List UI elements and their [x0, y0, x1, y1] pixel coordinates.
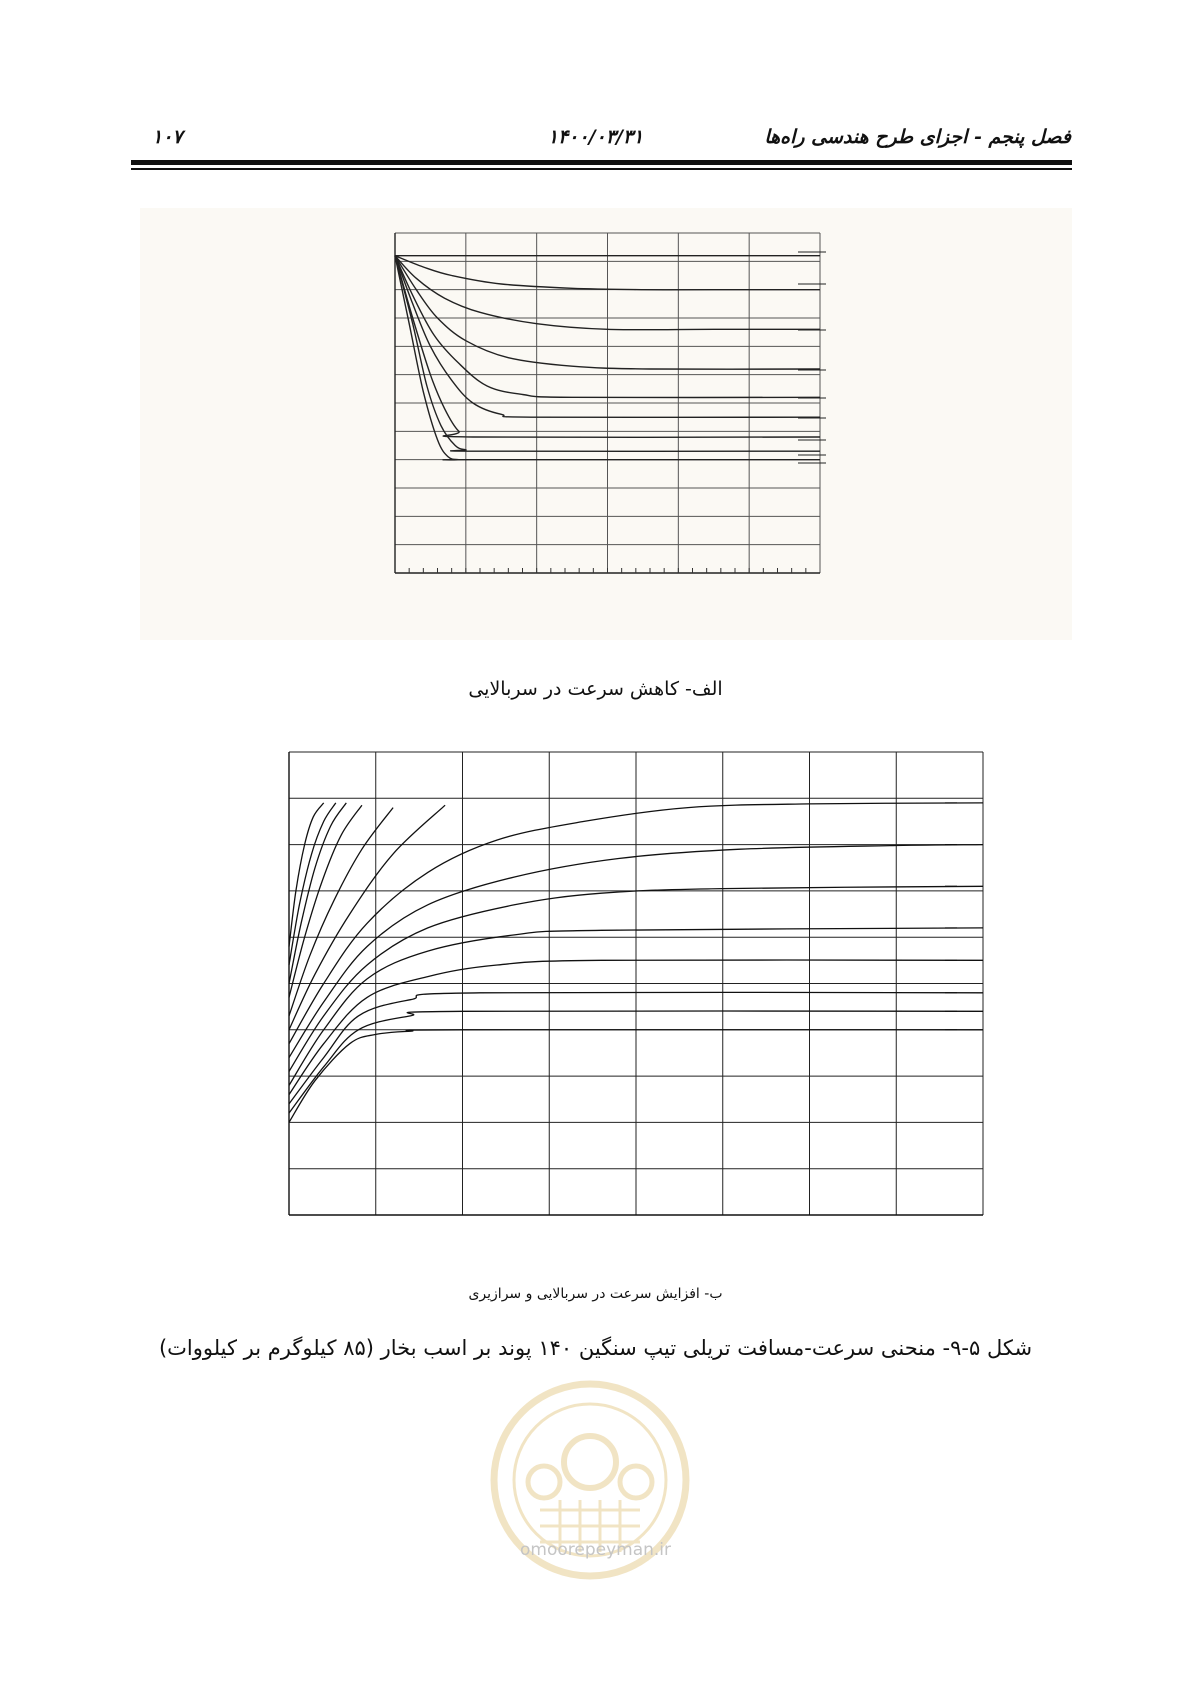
figure-caption: شکل ۵-۹- منحنی سرعت-مسافت تریلی تیپ سنگین ۱۴۰ پوند بر اسب بخار (۸۵ کیلوگرم بر کیلووات): [158, 1336, 1033, 1360]
caption-a: الف- کاهش سرعت در سربالایی: [468, 678, 723, 700]
series-line: [289, 803, 336, 965]
caption-b: ب- افزایش سرعت در سربالایی و سرازیری: [468, 1286, 723, 1302]
chapter-title: فصل پنجم - اجزای طرح هندسی راه‌ها: [764, 126, 1071, 148]
series-line: [289, 808, 393, 1016]
footer-url: omoorepeyman.ir: [519, 1540, 672, 1560]
page-number: ۱۰۷: [152, 126, 183, 148]
header-date: ۱۴۰۰/۰۳/۳۱: [547, 126, 644, 148]
chart-b-speed-increase: [0, 720, 1191, 1320]
chart-a-speed-decrease: [0, 0, 1191, 700]
series-line: [289, 805, 445, 1030]
